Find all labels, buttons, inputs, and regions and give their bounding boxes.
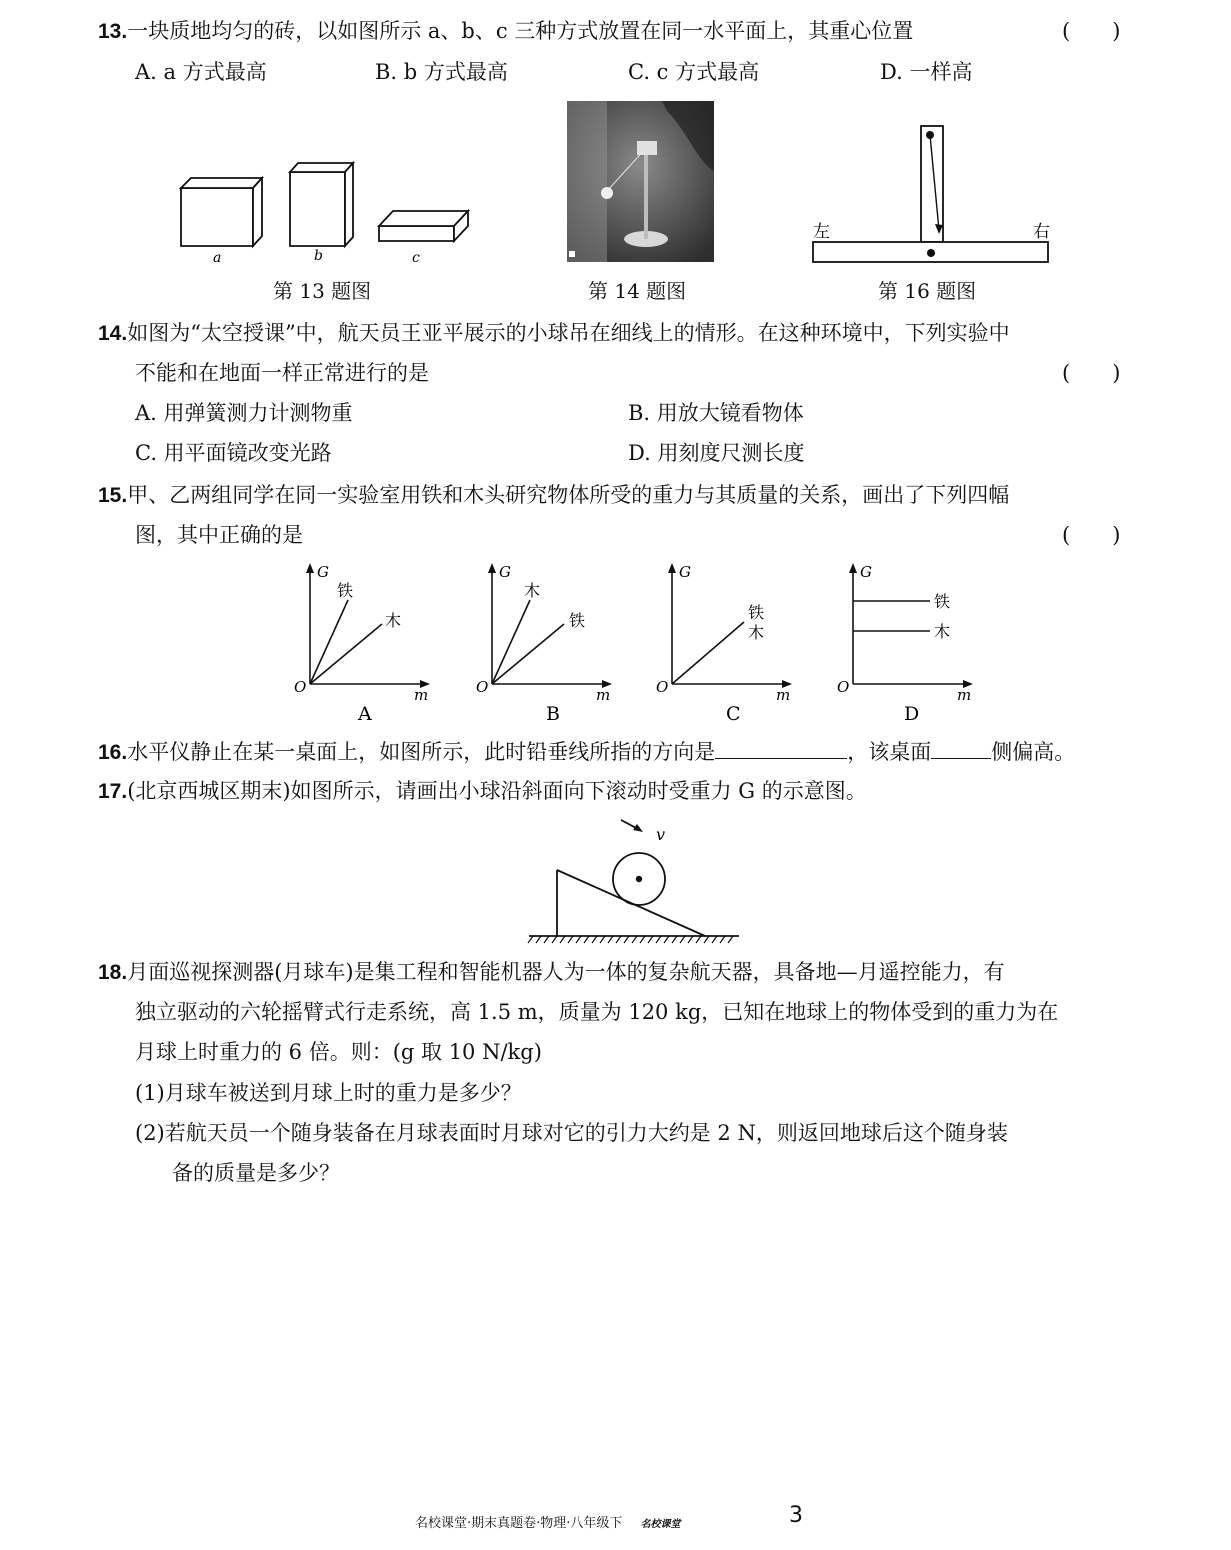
q15-c-upper: 铁 [748, 603, 765, 622]
q15-c-label: C [726, 703, 741, 725]
q14-caption: 第 14 题图 [588, 279, 687, 303]
q16-blank-2[interactable] [931, 736, 991, 759]
q15-c-lower: 木 [748, 623, 765, 642]
q15-d-lower: 木 [934, 622, 951, 641]
q18-sub1: (1)月球车被送到月球上时的重力是多少？ [135, 1081, 522, 1105]
q15-c-origin: O [656, 678, 669, 696]
q18-stem-line1 [98, 957, 1005, 988]
q15-text-1: 甲、乙两组同学在同一实验室用铁和木头研究物体所受的重力与其质量的关系，画出了下列四幅 [127, 483, 1010, 507]
q15-a-axis-y: G [317, 563, 329, 581]
q15-a-upper: 铁 [337, 581, 354, 600]
q16-label-right: 右 [1033, 222, 1050, 242]
q14-option-b: B. 用放大镜看物体 [628, 401, 804, 425]
q18-text-1: 月面巡视探测器(月球车)是集工程和智能机器人为一体的复杂航天器，具备地—月遥控能力，有 [127, 960, 1005, 984]
q14-text-1: 如图为“太空授课”中，航天员王亚平展示的小球吊在细线上的情形。在这种环境中，下列实验中 [127, 321, 1010, 345]
q14-photo [567, 101, 714, 262]
page-footer [415, 1514, 681, 1535]
q15-b-upper: 木 [524, 581, 541, 600]
q15-a-label: A [358, 703, 372, 725]
q13-bricks-figure [170, 150, 480, 270]
q15-b-axis-x: m [596, 686, 611, 704]
q18-stem-line2: 独立驱动的六轮摇臂式行走系统，高 1.5 m，质量为 120 kg，已知在地球上的物体受到的重力为在 [135, 1000, 1059, 1024]
q16-text-c: 侧偏高。 [991, 740, 1076, 764]
q15-graph-d [833, 560, 983, 730]
q16-label-left: 左 [813, 222, 830, 242]
q14-number: 14. [98, 322, 128, 345]
q18-sub2-line1: (2)若航天员一个随身装备在月球表面时月球对它的引力大约是 2 N，则返回地球后这个随身装 [135, 1121, 1008, 1145]
q14-option-a: A. 用弹簧测力计测物重 [135, 401, 353, 425]
q15-number: 15. [98, 484, 128, 507]
q16-number: 16. [98, 741, 128, 764]
q15-graph-a [290, 560, 440, 730]
q16-stem [98, 736, 1075, 768]
q15-graph-b [472, 560, 622, 730]
q15-d-label: D [904, 703, 920, 725]
q16-blank-1[interactable] [715, 736, 847, 759]
q13-label-c: c [412, 250, 420, 266]
footer-logo: 名校课堂 [640, 1519, 681, 1530]
q13-option-a: A. a 方式最高 [135, 60, 267, 84]
q13-option-b: B. b 方式最高 [375, 60, 508, 84]
q17-number: 17. [98, 780, 128, 803]
q14-option-d: D. 用刻度尺测长度 [628, 441, 805, 465]
q14-stem-line1 [98, 318, 1010, 349]
q15-a-lower: 木 [385, 611, 402, 630]
q13-option-c: C. c 方式最高 [628, 60, 760, 84]
q15-c-axis-y: G [679, 563, 691, 581]
q13-stem [98, 16, 913, 47]
q16-text-b: ，该桌面 [847, 740, 932, 764]
q15-stem-line1 [98, 480, 1009, 511]
q14-option-c: C. 用平面镜改变光路 [135, 441, 332, 465]
q15-d-upper: 铁 [934, 592, 951, 611]
q18-number: 18. [98, 961, 128, 984]
q17-v-label: v [656, 825, 666, 844]
q18-stem-line3: 月球上时重力的 6 倍。则：(g 取 10 N/kg) [135, 1040, 542, 1064]
q16-level-figure [805, 122, 1055, 267]
q16-caption: 第 16 题图 [878, 279, 977, 303]
q17-stem [98, 776, 867, 807]
q13-text: 一块质地均匀的砖，以如图所示 a、b、c 三种方式放置在同一水平面上，其重心位置 [127, 19, 914, 43]
footer-text: 名校课堂·期末真题卷·物理·八年级下 [415, 1516, 623, 1531]
q17-text: (北京西城区期末)如图所示，请画出小球沿斜面向下滚动时受重力 G 的示意图。 [127, 779, 867, 803]
q15-b-lower: 铁 [569, 611, 586, 630]
q13-number: 13. [98, 20, 128, 43]
q15-d-axis-x: m [957, 686, 972, 704]
q15-answer-paren: ( ) [1062, 523, 1121, 547]
q18-sub2-line2: 备的质量是多少？ [172, 1161, 340, 1185]
q16-text-a: 水平仪静止在某一桌面上，如图所示，此时铅垂线所指的方向是 [127, 740, 716, 764]
q13-label-b: b [314, 248, 323, 264]
q14-answer-paren: ( ) [1062, 361, 1121, 385]
q13-option-d: D. 一样高 [880, 60, 973, 84]
q13-label-a: a [213, 250, 222, 266]
q15-stem-line2: 图，其中正确的是 [135, 523, 303, 547]
q15-a-origin: O [294, 678, 307, 696]
q13-answer-paren: ( ) [1062, 19, 1121, 43]
q15-d-axis-y: G [860, 563, 872, 581]
q17-incline-figure [525, 812, 745, 948]
q15-b-axis-y: G [499, 563, 511, 581]
q15-a-axis-x: m [414, 686, 429, 704]
q15-graph-c [652, 560, 802, 730]
q15-c-axis-x: m [776, 686, 791, 704]
q13-caption: 第 13 题图 [273, 279, 372, 303]
q15-b-label: B [546, 703, 560, 725]
page-number: 3 [789, 1503, 803, 1528]
q15-d-origin: O [837, 678, 850, 696]
q14-stem-line2: 不能和在地面一样正常进行的是 [135, 361, 429, 385]
q15-b-origin: O [476, 678, 489, 696]
